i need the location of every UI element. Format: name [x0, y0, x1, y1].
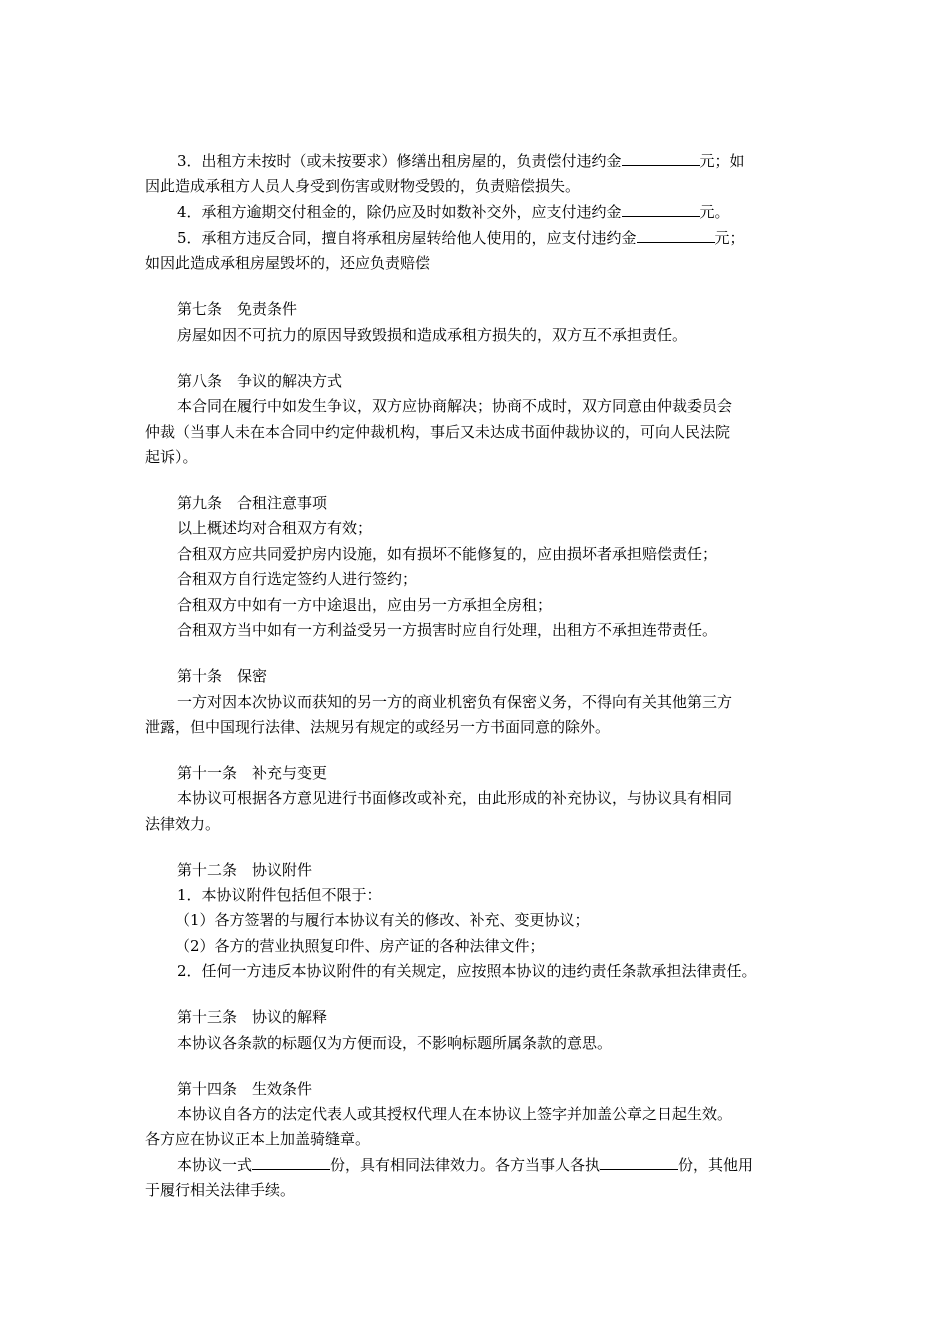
penalty-blank: [637, 228, 715, 243]
text-line: 起诉）。: [145, 448, 198, 466]
text-line: 因此造成承租方人员人身受到伤害或财物受毁的，负责赔偿损失。: [145, 177, 581, 195]
text-line: 法律效力。: [145, 815, 221, 833]
text-line: 合租双方自行选定签约人进行签约；: [177, 570, 418, 588]
text-line: 一方对因本次协议而获知的另一方的商业机密负有保密义务，不得向有关其他第三方: [177, 693, 733, 711]
text-line: 仲裁（当事人未在本合同中约定仲裁机构，事后又未达成书面仲裁协议的，可向人民法院: [145, 423, 731, 441]
article-7-heading: 第七条 免责条件: [177, 300, 298, 318]
text-line: （1）各方签署的与履行本协议有关的修改、补充、变更协议；: [175, 911, 590, 929]
clause-6-item-3: 3．出租方未按时（或未按要求）修缮出租房屋的，负责偿付违约金 元；如: [177, 152, 745, 170]
text-line: 本协议自各方的法定代表人或其授权代理人在本协议上签字并加盖公章之日起生效。: [177, 1105, 733, 1123]
article-10-heading: 第十条 保密: [177, 667, 268, 685]
text-line: 泄露，但中国现行法律、法规另有规定的或经另一方书面同意的除外。: [145, 718, 611, 736]
clause-6-item-5: 5．承租方违反合同，擅自将承租房屋转给他人使用的，应支付违约金 元；: [177, 229, 745, 247]
text-line: 2．任何一方违反本协议附件的有关规定，应按照本协议的违约责任条款承担法律责任。: [177, 962, 757, 980]
text-line: 以上概述均对合租双方有效；: [177, 519, 373, 537]
text-line: 本合同在履行中如发生争议，双方应协商解决；协商不成时，双方同意由仲裁委员会: [177, 397, 733, 415]
text-line: 本协议可根据各方意见进行书面修改或补充，由此形成的补充协议，与协议具有相同: [177, 789, 733, 807]
article-13-heading: 第十三条 协议的解释: [177, 1008, 328, 1026]
text-line: 于履行相关法律手续。: [145, 1181, 296, 1199]
article-11-heading: 第十一条 补充与变更: [177, 764, 328, 782]
text-line: 合租双方中如有一方中途退出，应由另一方承担全房租；: [177, 596, 553, 614]
copies-each-blank: [600, 1155, 678, 1170]
text-line: 如因此造成承租房屋毁坏的，还应负责赔偿: [145, 254, 431, 272]
text-line: （2）各方的营业执照复印件、房产证的各种法律文件；: [175, 937, 545, 955]
text-line: 1．本协议附件包括但不限于：: [177, 886, 382, 904]
article-8-heading: 第八条 争议的解决方式: [177, 372, 343, 390]
penalty-blank: [622, 151, 700, 166]
text-line: 合租双方当中如有一方利益受另一方损害时应自行处理，出租方不承担连带责任。: [177, 621, 718, 639]
article-9-heading: 第九条 合租注意事项: [177, 494, 328, 512]
text-line: 合租双方应共同爱护房内设施，如有损坏不能修复的，应由损坏者承担赔偿责任；: [177, 545, 718, 563]
clause-6-item-4: 4．承租方逾期交付租金的，除仍应及时如数补交外，应支付违约金 元。: [177, 203, 730, 221]
penalty-blank: [622, 202, 700, 217]
text-line: 本协议各条款的标题仅为方便而设，不影响标题所属条款的意思。: [177, 1034, 613, 1052]
text-line: 各方应在协议正本上加盖骑缝章。: [145, 1130, 371, 1148]
text-line: 房屋如因不可抗力的原因导致毁损和造成承租方损失的，双方互不承担责任。: [177, 326, 688, 344]
article-12-heading: 第十二条 协议附件: [177, 861, 313, 879]
article-14-heading: 第十四条 生效条件: [177, 1080, 313, 1098]
copies-blank: [252, 1155, 330, 1170]
copies-line: 本协议一式 份，具有相同法律效力。各方当事人各执 份，其他用: [177, 1156, 754, 1174]
